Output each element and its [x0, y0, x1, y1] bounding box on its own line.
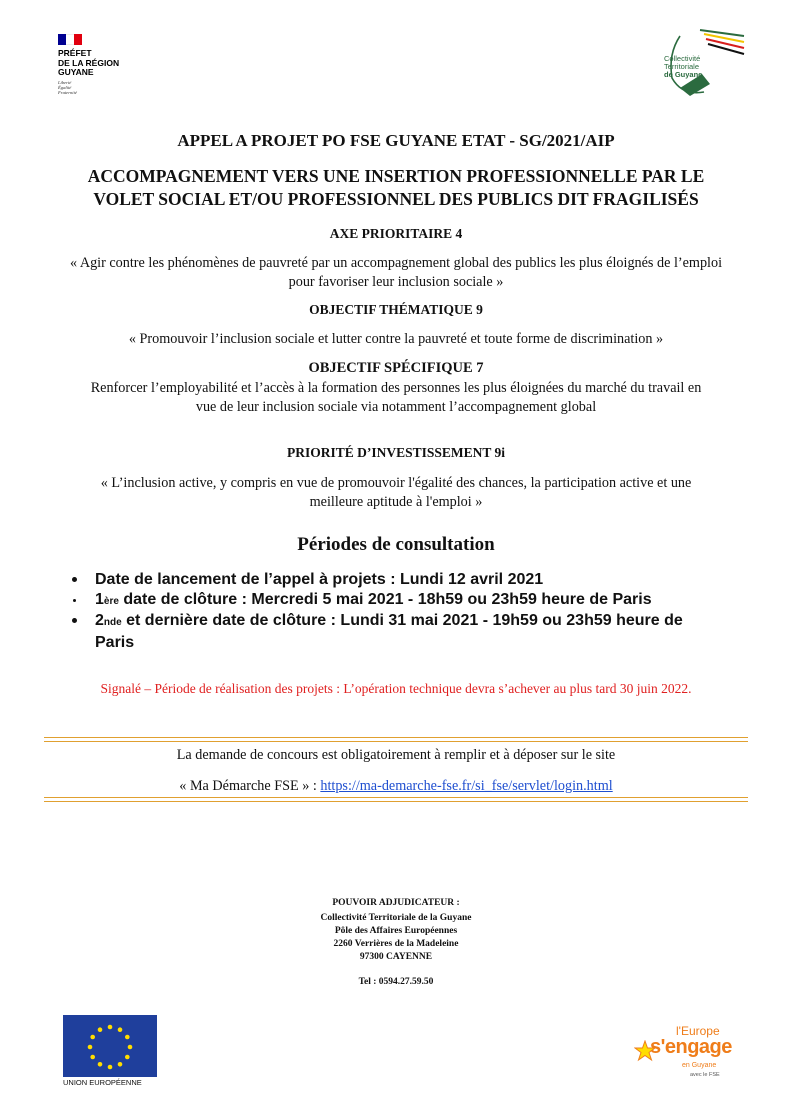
pouvoir-adjudicateur: POUVOIR ADJUDICATEUR : Collectivité Territoriale de la Guyane Pôle des Affaires Européennes 2260 Verrières de la Madeleine 97300 CAYENNE Tel : 0594.27.59.50 [320, 898, 472, 987]
list-item: Date de lancement de l’appel à projets : Lundi 12 avril 2021 [68, 570, 748, 590]
prefet-title: PRÉFET DE LA RÉGION GUYANE [58, 48, 120, 77]
divider [44, 801, 748, 802]
eu-stars-icon [63, 1015, 157, 1077]
priorite-text: « L’inclusion active, y compris en vue de promouvoir l'égalité des chances, la participation active et une meilleure aptitude à l'emploi » [100, 475, 692, 510]
realisation-note: Signalé – Période de réalisation des projets : L’opération technique devra s’achever au plus tard 30 juin 2022. [100, 681, 692, 696]
divider [44, 797, 748, 798]
ma-demarche-fse-link[interactable]: https://ma-demarche-fse.fr/si_fse/servlet/login.html [320, 778, 613, 794]
bullet-icon [72, 577, 77, 582]
list-item: 1ère date de clôture : Mercredi 5 mai 2021 - 18h59 ou 23h59 heure de Paris [68, 590, 748, 612]
ctg-logo-text: Collectivité Territoriale de Guyane [664, 54, 703, 79]
prefet-motto: Liberté Égalité Fraternité [58, 79, 77, 95]
divider [44, 737, 748, 738]
axe-heading: AXE PRIORITAIRE 4 [329, 226, 463, 241]
periodes-list [68, 570, 748, 652]
prefet-logo [58, 34, 148, 98]
list-item: 2nde et dernière date de clôture : Lundi 31 mai 2021 - 19h59 ou 23h59 heure de Paris [68, 611, 748, 652]
objectif-thematique-heading: OBJECTIF THÉMATIQUE 9 [309, 302, 483, 317]
priorite-heading: PRIORITÉ D’INVESTISSEMENT 9i [286, 445, 506, 460]
bullet-icon [73, 599, 76, 602]
depot-text: La demande de concours est obligatoirement à remplir et à déposer sur le site [176, 747, 616, 763]
europe-sengage-logo: l'Europe s'engage en Guyane avec le FSE [632, 1018, 736, 1090]
objectif-thematique-text: « Promouvoir l’inclusion sociale et lutter contre la pauvreté et toute forme de discrimination » [128, 331, 664, 347]
eu-label: UNION EUROPÉENNE [63, 1078, 142, 1087]
periodes-heading: Périodes de consultation [297, 534, 495, 555]
axe-text: « Agir contre les phénomènes de pauvreté par un accompagnement global des publics les plus éloignés de l’emploi pour favoriser leur inclusion sociale » [69, 255, 723, 290]
document-title: APPEL A PROJET PO FSE GUYANE ETAT - SG/2021/AIP [177, 131, 615, 150]
ctg-logo [660, 26, 746, 100]
bullet-icon [72, 618, 77, 623]
objectif-specifique-heading: OBJECTIF SPÉCIFIQUE 7 [308, 360, 484, 376]
objectif-specifique-text: Renforcer l’employabilité et l’accès à la formation des personnes les plus éloignées du marché du travail en vue de leur inclusion sociale via notamment l’accompagnement global [90, 380, 702, 415]
depot-link-line: « Ma Démarche FSE » : https://ma-demarche-fse.fr/si_fse/servlet/login.html [179, 778, 613, 794]
marianne-flag-icon [58, 34, 82, 45]
document-subtitle: ACCOMPAGNEMENT VERS UNE INSERTION PROFESSIONNELLE PAR LE VOLET SOCIAL ET/OU PROFESSIONNEL DES PUBLICS DIT FRAGILISÉS [87, 166, 705, 209]
eu-flag-logo [63, 1015, 157, 1077]
divider [44, 741, 748, 742]
